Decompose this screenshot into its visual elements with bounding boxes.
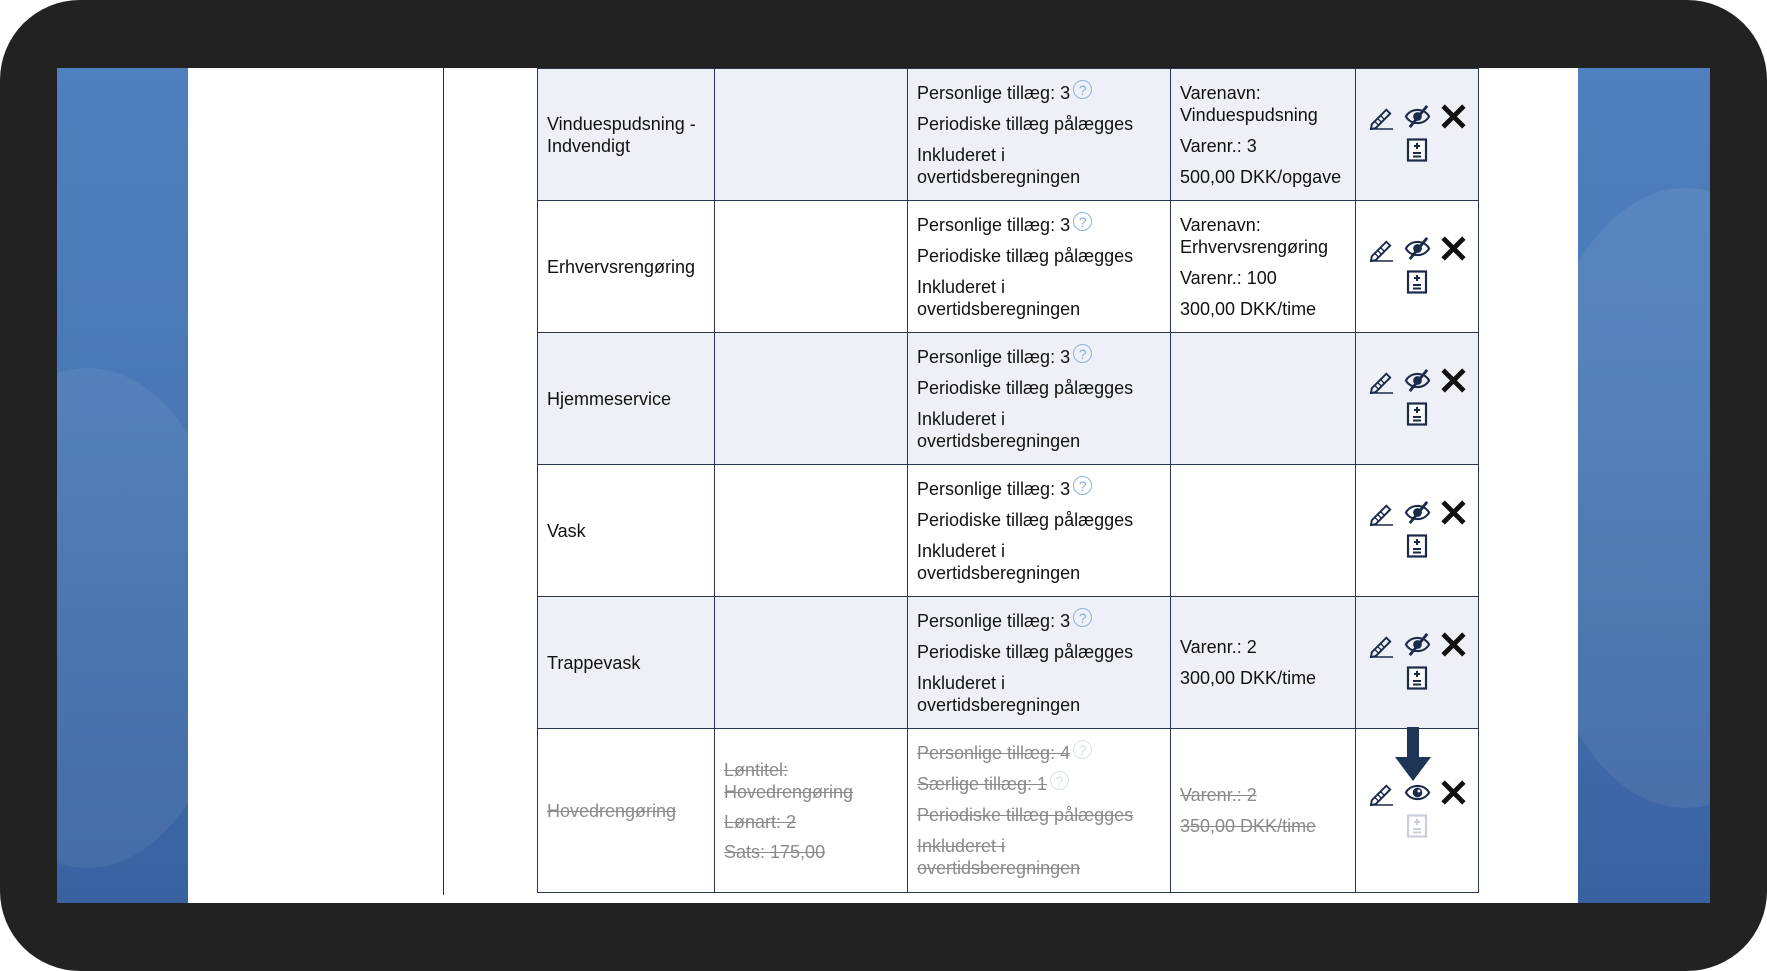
close-icon[interactable] — [1440, 103, 1467, 130]
personal-supplements: Personlige tillæg: 3 — [917, 610, 1071, 631]
help-icon[interactable]: ? — [1073, 80, 1092, 99]
supplements-cell — [908, 465, 1171, 597]
wage-info-line: Løntitel: Hovedrengøring — [724, 759, 854, 802]
pencil-icon[interactable] — [1368, 779, 1395, 806]
product-info-line: 350,00 DKK/time — [1180, 816, 1317, 836]
wage-info-cell — [715, 729, 908, 893]
product-cell — [1171, 597, 1356, 729]
actions-cell — [1356, 69, 1479, 201]
supplements-cell — [908, 201, 1171, 333]
periodic-supplements: Periodiske tillæg pålægges — [917, 245, 1134, 266]
help-icon[interactable]: ? — [1050, 771, 1069, 790]
arrow-down-icon — [1395, 727, 1431, 783]
product-cell — [1171, 729, 1356, 893]
pencil-icon[interactable] — [1368, 631, 1395, 658]
eye-slash-icon[interactable] — [1404, 367, 1431, 394]
product-info-line: 300,00 DKK/time — [1180, 298, 1317, 319]
product-info-line: Varenr.: 3 — [1180, 135, 1257, 156]
calculator-icon — [1405, 814, 1429, 838]
eye-slash-icon[interactable] — [1404, 103, 1431, 130]
help-icon[interactable]: ? — [1073, 740, 1092, 759]
supplements-cell — [908, 333, 1171, 465]
column-divider — [443, 68, 444, 895]
wage-type-name: Hjemmeservice — [547, 388, 672, 409]
product-info-line: Varenr.: 2 — [1180, 785, 1257, 805]
wage-type-name-cell — [538, 465, 715, 597]
personal-supplements: Personlige tillæg: 4 — [917, 743, 1071, 763]
wage-type-name: Erhvervsrengøring — [547, 256, 696, 277]
calculator-icon[interactable] — [1405, 666, 1429, 690]
wage-info-cell — [715, 69, 908, 201]
periodic-supplements: Periodiske tillæg pålægges — [917, 805, 1134, 825]
help-icon[interactable]: ? — [1073, 608, 1092, 627]
calculator-icon[interactable] — [1405, 138, 1429, 162]
eye-slash-icon[interactable] — [1404, 631, 1431, 658]
overtime-inclusion: Inkluderet i overtidsberegningen — [917, 672, 1081, 715]
close-icon[interactable] — [1440, 779, 1467, 806]
special-supplements: Særlige tillæg: 1 — [917, 774, 1048, 794]
help-icon[interactable]: ? — [1073, 212, 1092, 231]
product-cell — [1171, 465, 1356, 597]
pencil-icon[interactable] — [1368, 499, 1395, 526]
product-cell — [1171, 69, 1356, 201]
supplements-cell — [908, 729, 1171, 893]
overtime-inclusion: Inkluderet i overtidsberegningen — [917, 540, 1081, 583]
wage-type-name: Vinduespudsning - Indvendigt — [547, 113, 696, 156]
wage-types-table — [537, 68, 1479, 893]
calculator-icon[interactable] — [1405, 402, 1429, 426]
product-info-line: 300,00 DKK/time — [1180, 668, 1317, 688]
actions-cell — [1356, 465, 1479, 597]
product-info-line: Varenavn: Erhvervsrengøring — [1180, 214, 1329, 257]
wage-info-line: Lønart: 2 — [724, 811, 797, 832]
personal-supplements: Personlige tillæg: 3 — [917, 346, 1071, 367]
actions-cell — [1356, 333, 1479, 465]
product-cell — [1171, 333, 1356, 465]
overtime-inclusion: Inkluderet i overtidsberegningen — [917, 836, 1081, 878]
close-icon[interactable] — [1440, 631, 1467, 658]
periodic-supplements: Periodiske tillæg pålægges — [917, 377, 1134, 398]
help-icon[interactable]: ? — [1073, 476, 1092, 495]
supplements-cell — [908, 597, 1171, 729]
close-icon[interactable] — [1440, 367, 1467, 394]
table-row — [538, 69, 1479, 201]
table-row — [538, 333, 1479, 465]
table-row — [538, 201, 1479, 333]
wage-info-cell — [715, 597, 908, 729]
product-info-line: Varenavn: Vinduespudsning — [1180, 82, 1318, 125]
wage-type-name: Trappevask — [547, 652, 641, 673]
wage-info-line: Sats: 175,00 — [724, 841, 826, 862]
product-info-line: 500,00 DKK/opgave — [1180, 166, 1342, 187]
wage-type-name-cell — [538, 201, 715, 333]
overtime-inclusion: Inkluderet i overtidsberegningen — [917, 276, 1081, 319]
help-icon[interactable]: ? — [1073, 344, 1092, 363]
wage-type-name: Hovedrengøring — [547, 800, 677, 821]
eye-slash-icon[interactable] — [1404, 235, 1431, 262]
wage-type-name-cell — [538, 597, 715, 729]
product-info-line: Varenr.: 100 — [1180, 267, 1277, 288]
table-row — [538, 597, 1479, 729]
eye-slash-icon[interactable] — [1404, 499, 1431, 526]
wage-type-name-cell — [538, 69, 715, 201]
product-cell — [1171, 201, 1356, 333]
wage-info-cell — [715, 201, 908, 333]
close-icon[interactable] — [1440, 499, 1467, 526]
calculator-icon[interactable] — [1405, 534, 1429, 558]
overtime-inclusion: Inkluderet i overtidsberegningen — [917, 408, 1081, 451]
page-content — [188, 68, 1578, 903]
periodic-supplements: Periodiske tillæg pålægges — [917, 509, 1134, 530]
pencil-icon[interactable] — [1368, 103, 1395, 130]
close-icon[interactable] — [1440, 235, 1467, 262]
wage-info-cell — [715, 465, 908, 597]
pencil-icon[interactable] — [1368, 235, 1395, 262]
actions-cell — [1356, 201, 1479, 333]
calculator-icon[interactable] — [1405, 270, 1429, 294]
personal-supplements: Personlige tillæg: 3 — [917, 214, 1071, 235]
pencil-icon[interactable] — [1368, 367, 1395, 394]
table-row — [538, 729, 1479, 893]
desktop-background — [57, 68, 1710, 903]
supplements-cell — [908, 69, 1171, 201]
actions-cell — [1356, 597, 1479, 729]
product-info-line: Varenr.: 2 — [1180, 637, 1257, 657]
periodic-supplements: Periodiske tillæg pålægges — [917, 641, 1134, 662]
overtime-inclusion: Inkluderet i overtidsberegningen — [917, 144, 1081, 187]
wage-info-cell — [715, 333, 908, 465]
personal-supplements: Personlige tillæg: 3 — [917, 478, 1071, 499]
wage-type-name-cell — [538, 729, 715, 893]
wage-type-name-cell — [538, 333, 715, 465]
personal-supplements: Personlige tillæg: 3 — [917, 82, 1071, 103]
periodic-supplements: Periodiske tillæg pålægges — [917, 113, 1134, 134]
wage-type-name: Vask — [547, 520, 586, 541]
table-row — [538, 465, 1479, 597]
